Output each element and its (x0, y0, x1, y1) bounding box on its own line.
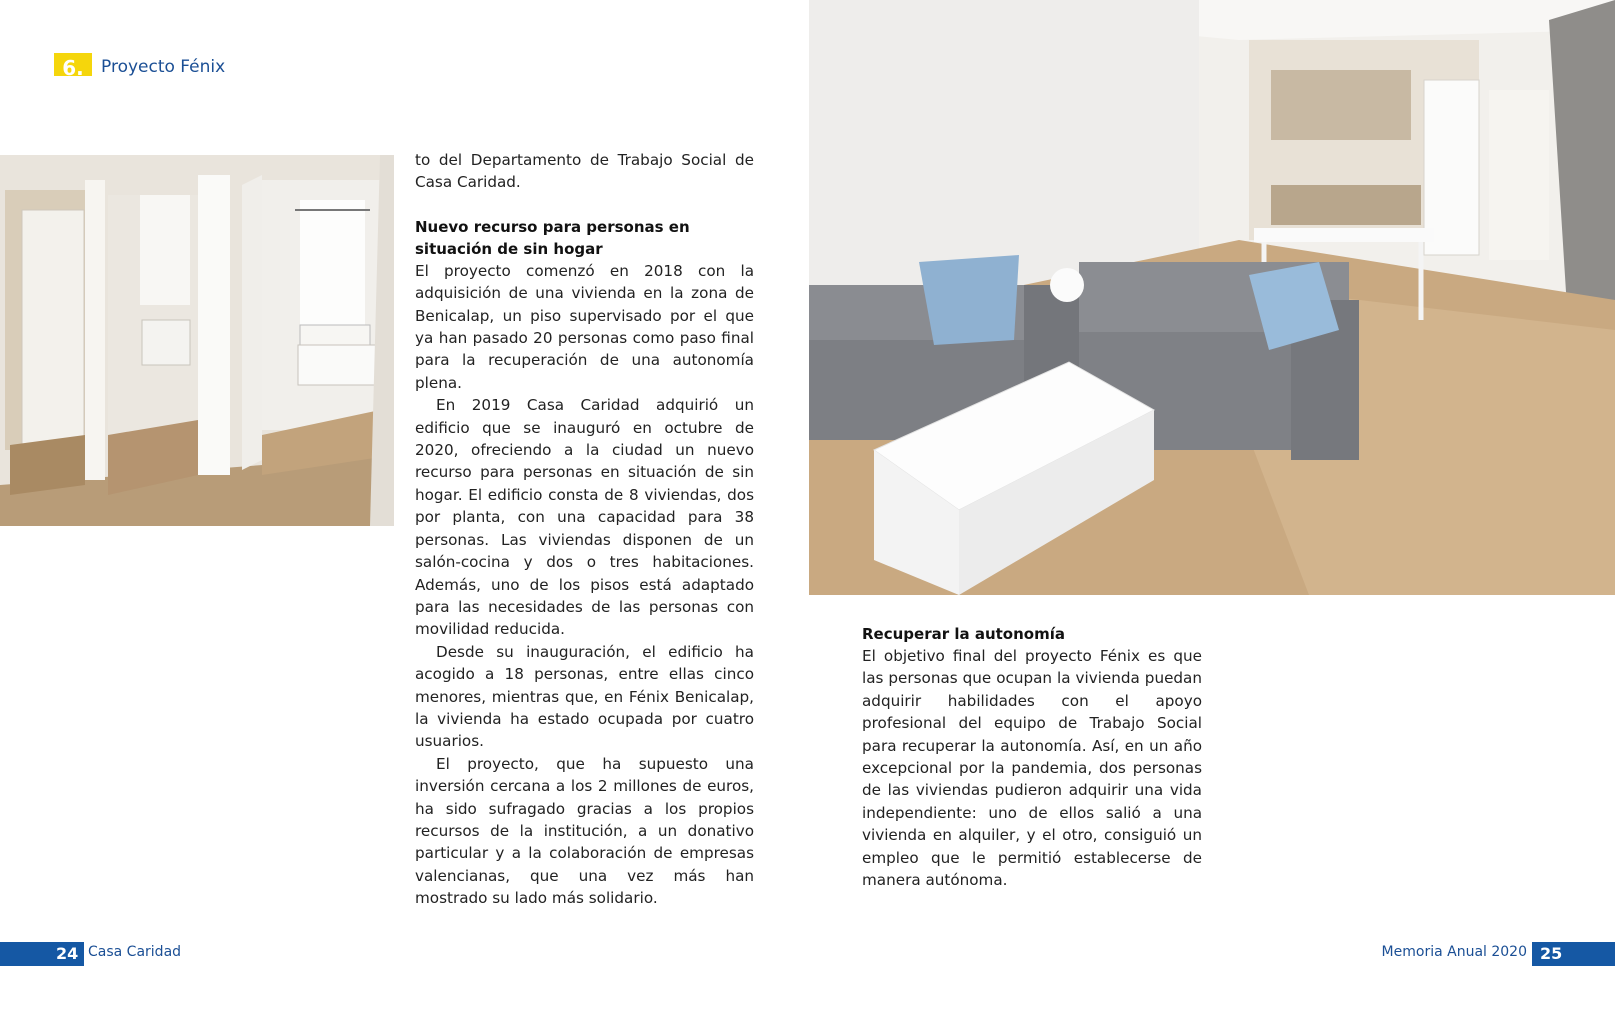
subheading-autonomy: Recuperar la autonomía (862, 625, 1065, 643)
living-room-photo (809, 0, 1615, 595)
footer-label-right: Memoria Anual 2020 (1381, 944, 1527, 960)
body-paragraph: El proyecto comenzó en 2018 con la adquisición de una vivienda en la zona de Benicalap, un piso supervisado por el que ya han pasado 20 personas como paso final para la recuperación de una autonomía plena. (415, 261, 754, 392)
continued-paragraph: to del Departamento de Trabajo Social de Casa Caridad. (415, 151, 754, 192)
footer-label-left: Casa Caridad (88, 944, 182, 960)
right-text-column (862, 623, 1202, 891)
section-number-badge: 6. (54, 53, 92, 76)
left-text-column (415, 149, 754, 910)
body-paragraph: El proyecto, que ha supuesto una inversión cercana a los 2 millones de euros, ha sido sufragado gracias a los propios recursos de la institución, a un donativo particular y a la colaboración de empresas valencianas, que una vez más han mostrado su lado más solidario. (415, 754, 754, 908)
section-title: Proyecto Fénix (101, 57, 226, 77)
body-paragraph: En 2019 Casa Caridad adquirió un edificio que se inauguró en octubre de 2020, ofreciendo a la ciudad un nuevo recurso para personas en situación de sin hogar. El edificio consta de 8 viviendas, dos por planta, con una capacidad para 38 personas. Las viviendas disponen de un salón-cocina y dos o tres habitaciones. Además, uno de los pisos está adaptado para las necesidades de las personas con movilidad reducida. (415, 396, 754, 639)
bedrooms-photo (0, 155, 394, 526)
page-number-left: 24 (56, 944, 79, 963)
page-number-right: 25 (1540, 944, 1563, 963)
subheading-new-resource: Nuevo recurso para personas en situación de sin hogar (415, 217, 690, 258)
body-paragraph: El objetivo final del proyecto Fénix es que las personas que ocupan la vivienda puedan adquirir habilidades con el apoyo profesional del equipo de Trabajo Social para recuperar la autonomía. Así, en un año excepcional por la pandemia, dos personas de las viviendas pudieron adquirir una vida independiente: uno de ellos salió a una vivienda en alquiler, y el otro, consiguió un empleo que le permitió establecerse de manera autónoma. (862, 647, 1202, 890)
body-paragraph: Desde su inauguración, el edificio ha acogido a 18 personas, entre ellas cinco menores, mientras que, en Fénix Benicalap, la vivienda ha estado ocupada por cuatro usuarios. (415, 642, 754, 751)
